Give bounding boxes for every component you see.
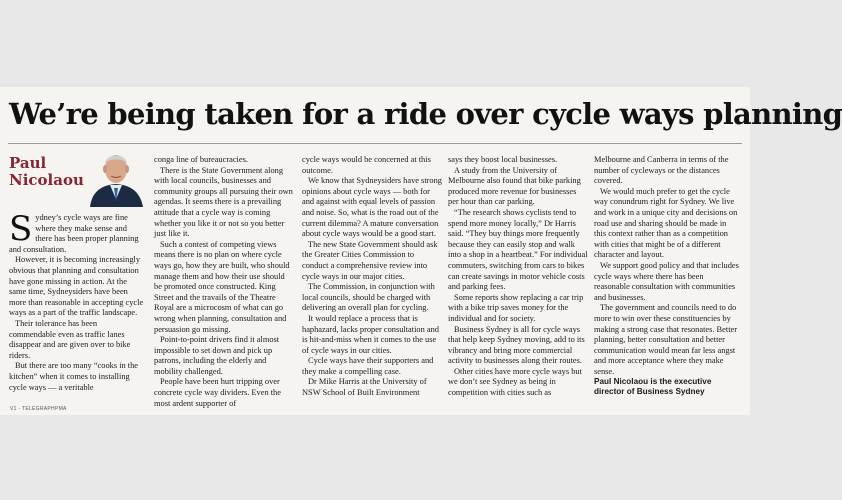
article-column-4	[448, 155, 588, 399]
paragraph: conga line of bureaucracies.	[154, 155, 248, 164]
paragraph: says they boost local businesses.	[448, 155, 558, 164]
paragraph: We would much prefer to get the cycle way conundrum right for Sydney. We live and work in a unique city and decisions on road use and sharing should be made in this context rather than as a competition with cities that might be of a different character and layout.	[594, 186, 738, 260]
paragraph: Their tolerance has been commendable even as traffic lanes disappear and are given over to bike riders.	[9, 318, 131, 360]
author-portrait-image	[86, 145, 146, 207]
article-column-5	[594, 155, 740, 397]
paragraph: Point-to-point drivers find it almost impossible to set down and pick up patrons, including the elderly and mobility challenged.	[154, 335, 280, 376]
headline: We’re being taken for a ride over cycle ways planning	[9, 97, 842, 131]
author-first-name: Paul	[9, 154, 47, 172]
paragraph: The new State Government should ask the Greater Cities Commission to conduct a comprehensive review into cycle ways in our major cities.	[302, 239, 438, 281]
paragraph: cycle ways would be concerned at this outcome.	[302, 155, 431, 175]
headline-rule	[8, 143, 742, 144]
paragraph: We know that Sydneysiders have strong opinions about cycle ways — both for and against with equal levels of passion and noise. So, what is the road out of the current dilemma? A mature conversation about cycle ways would be a good start.	[302, 176, 442, 239]
article-column-3	[302, 155, 442, 399]
author-signoff: Paul Nicolaou is the executive director of Business Sydney	[594, 377, 712, 397]
paragraph: There is the State Government along with local councils, businesses and community groups all pursuing their own agendas. It seems there is a prevailing attitude that a cycle way is coming whether you like it or not so you better just like it.	[154, 165, 293, 239]
paragraph: A study from the University of Melbourne also found that bike parking produced more revenue for businesses per hour than car parking.	[448, 165, 581, 207]
drop-cap: S	[9, 209, 33, 249]
paragraph: Melbourne and Canberra in terms of the number of cycleways or the distances covered.	[594, 155, 729, 186]
paragraph: Cycle ways have their supporters and they make a compelling case.	[302, 356, 434, 376]
paragraph: The government and councils need to do more to win over these constituencies by making a strong case that resonates. Better planning, better consultation and better communication would mean far less angst and more acceptance where they make sense.	[594, 303, 738, 376]
paragraph: Other cities have more cycle ways but we don’t see Sydney as being in competition with cities such as	[448, 366, 582, 398]
newspaper-clipping	[0, 87, 842, 415]
paragraph: Business Sydney is all for cycle ways that help keep Sydney moving, add to its vibrancy and bring more commercial activity to businesses along their routes.	[448, 324, 585, 366]
paragraph: However, it is becoming increasingly obvious that planning and consultation have gone missing in action. At the same time, Sydneysiders have been more than reasonable in accepting cycle ways as a part of the traffic landscape.	[9, 255, 144, 318]
paragraph: Dr Mike Harris at the University of NSW School of Built Environment	[302, 377, 427, 398]
paragraph: People have been hurt tripping over concrete cycle way dividers. Even the most ardent supporter of	[154, 377, 281, 408]
paragraph: The Commission, in conjunction with local councils, should be charged with delivering an overall plan for cycling.	[302, 282, 435, 313]
paragraph: “The research shows cyclists tend to spend more money locally,” Dr Harris said. “They buy things more frequently because they can easily stop and walk into a shop in a heartbeat.” For individual commuters, switching from cars to bikes can create savings in motor vehicle costs and parking fees.	[448, 207, 588, 292]
paragraph: But there are too many “cooks in the kitchen” when it comes to installing cycle ways — a veritable	[9, 361, 139, 392]
author-photo	[86, 145, 146, 207]
article-column-1	[9, 209, 145, 393]
paragraph: Such a contest of competing views means there is no plan on where cycle ways go, how they are built, who should manage them and how their use should be promoted once constructed. King Street and the travails of the Theatre Royal are a microcosm of what can go wrong when planning, consultation and persuasion go missing.	[154, 239, 290, 334]
paragraph: It would replace a process that is haphazard, lacks proper consultation and is hit-and-miss when it comes to the use of cycle ways in our cities.	[302, 313, 439, 355]
author-last-name: Nicolaou	[9, 171, 84, 189]
paragraph: We support good policy and that includes cycle ways where there has been reasonable consultation with communities and businesses.	[594, 260, 739, 302]
article-column-2	[154, 155, 294, 409]
paragraph: Some reports show replacing a car trip with a bike trip saves money for the individual and for society.	[448, 292, 584, 323]
paragraph: Sydney’s cycle ways are fine where they make sense and there has been proper planning and consultation.	[9, 209, 139, 254]
page-footer: V1 - TELEGRAPHPMA	[10, 406, 67, 412]
